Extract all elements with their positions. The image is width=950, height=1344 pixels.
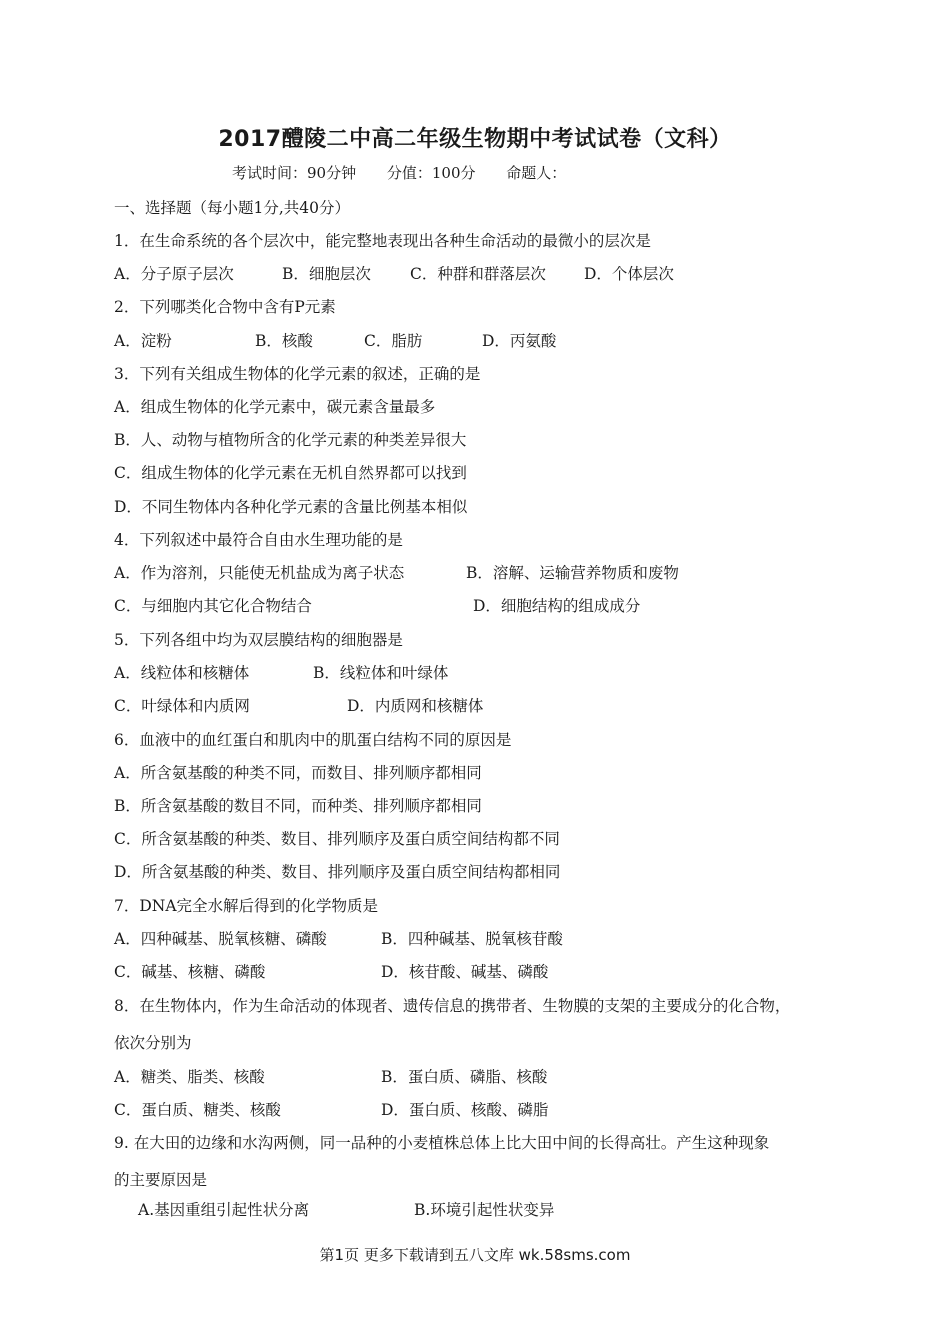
question-9-stem-line2: 的主要原因是 <box>114 1171 208 1189</box>
exam-meta <box>232 162 592 183</box>
option-a: A．分子原子层次 <box>114 265 234 283</box>
option-b: B．线粒体和叶绿体 <box>313 664 449 682</box>
option-a: A．淀粉 <box>114 332 172 350</box>
question-5-options-row2 <box>114 696 874 716</box>
page-footer: 第1页 更多下载请到五八文库 wk.58sms.com <box>319 1246 631 1264</box>
question-7-stem: 7．DNA完全水解后得到的化学物质是 <box>114 897 379 915</box>
option-b: B．蛋白质、磷脂、核酸 <box>381 1068 548 1086</box>
question-3-option-d: D．不同生物体内各种化学元素的含量比例基本相似 <box>114 498 468 516</box>
option-c: C．脂肪 <box>364 332 423 350</box>
question-9-stem-line1: 9. 在大田的边缘和水沟两侧，同一品种的小麦植株总体上比大田中间的长得高壮。产生这种现象 <box>114 1134 770 1152</box>
question-2-options <box>114 331 874 351</box>
question-3-option-b: B．人、动物与植物所含的化学元素的种类差异很大 <box>114 431 467 449</box>
question-7-options-row1 <box>114 929 874 949</box>
option-d: D．蛋白质、核酸、磷脂 <box>381 1101 549 1119</box>
option-d: D．丙氨酸 <box>482 332 557 350</box>
question-8-options-row2 <box>114 1100 874 1120</box>
option-c: C．与细胞内其它化合物结合 <box>114 597 312 615</box>
option-a: A．糖类、脂类、核酸 <box>114 1068 265 1086</box>
option-d: D．细胞结构的组成成分 <box>473 597 641 615</box>
question-3-option-c: C．组成生物体的化学元素在无机自然界都可以找到 <box>114 464 467 482</box>
question-6-option-c: C．所含氨基酸的种类、数目、排列顺序及蛋白质空间结构都不同 <box>114 830 560 848</box>
question-4-stem: 4．下列叙述中最符合自由水生理功能的是 <box>114 531 403 549</box>
option-c: C．碱基、核糖、磷酸 <box>114 963 266 981</box>
question-7-options-row2 <box>114 962 874 982</box>
section-heading: 一、选择题（每小题1分,共40分） <box>114 199 351 217</box>
page-title: 2017醴陵二中高二年级生物期中考试试卷（文科） <box>218 127 732 152</box>
option-b: B．四种碱基、脱氧核苷酸 <box>381 930 563 948</box>
option-a: A.基因重组引起性状分离 <box>138 1201 310 1219</box>
option-a: A．线粒体和核糖体 <box>114 664 250 682</box>
exam-time: 考试时间：90分钟 <box>232 164 357 182</box>
question-6-option-d: D．所含氨基酸的种类、数目、排列顺序及蛋白质空间结构都相同 <box>114 863 561 881</box>
question-2-stem: 2．下列哪类化合物中含有P元素 <box>114 298 336 316</box>
option-b: B．细胞层次 <box>282 265 371 283</box>
option-d: D．个体层次 <box>584 265 674 283</box>
option-d: D．核苷酸、碱基、磷酸 <box>381 963 549 981</box>
question-5-options-row1 <box>114 663 874 683</box>
question-1-stem: 1．在生命系统的各个层次中，能完整地表现出各种生命活动的最微小的层次是 <box>114 232 651 250</box>
question-4-options-row1 <box>114 563 874 583</box>
exam-score: 分值：100分 <box>386 164 476 182</box>
question-8-stem-line2: 依次分别为 <box>114 1034 192 1052</box>
question-6-option-b: B．所含氨基酸的数目不同，而种类、排列顺序都相同 <box>114 797 482 815</box>
option-a: A．作为溶剂，只能使无机盐成为离子状态 <box>114 564 405 582</box>
question-5-stem: 5．下列各组中均为双层膜结构的细胞器是 <box>114 631 403 649</box>
option-c: C．叶绿体和内质网 <box>114 697 250 715</box>
option-b: B．溶解、运输营养物质和废物 <box>466 564 679 582</box>
option-a: A．四种碱基、脱氧核糖、磷酸 <box>114 930 327 948</box>
option-d: D．内质网和核糖体 <box>347 697 484 715</box>
option-c: C．种群和群落层次 <box>410 265 546 283</box>
question-6-option-a: A．所含氨基酸的种类不同，而数目、排列顺序都相同 <box>114 764 482 782</box>
option-c: C．蛋白质、糖类、核酸 <box>114 1101 281 1119</box>
question-4-options-row2 <box>114 596 874 616</box>
question-8-stem-line1: 8．在生物体内，作为生命活动的体现者、遗传信息的携带者、生物膜的支架的主要成分的化合物， <box>114 997 791 1015</box>
question-3-stem: 3．下列有关组成生物体的化学元素的叙述，正确的是 <box>114 365 481 383</box>
option-b: B．核酸 <box>255 332 313 350</box>
question-1-options <box>114 264 874 284</box>
question-3-option-a: A．组成生物体的化学元素中，碳元素含量最多 <box>114 398 436 416</box>
question-9-options <box>114 1200 874 1220</box>
option-b: B.环境引起性状变异 <box>414 1201 555 1219</box>
question-8-options-row1 <box>114 1067 874 1087</box>
exam-author: 命题人： <box>506 164 567 182</box>
question-6-stem: 6．血液中的血红蛋白和肌肉中的肌蛋白结构不同的原因是 <box>114 731 512 749</box>
